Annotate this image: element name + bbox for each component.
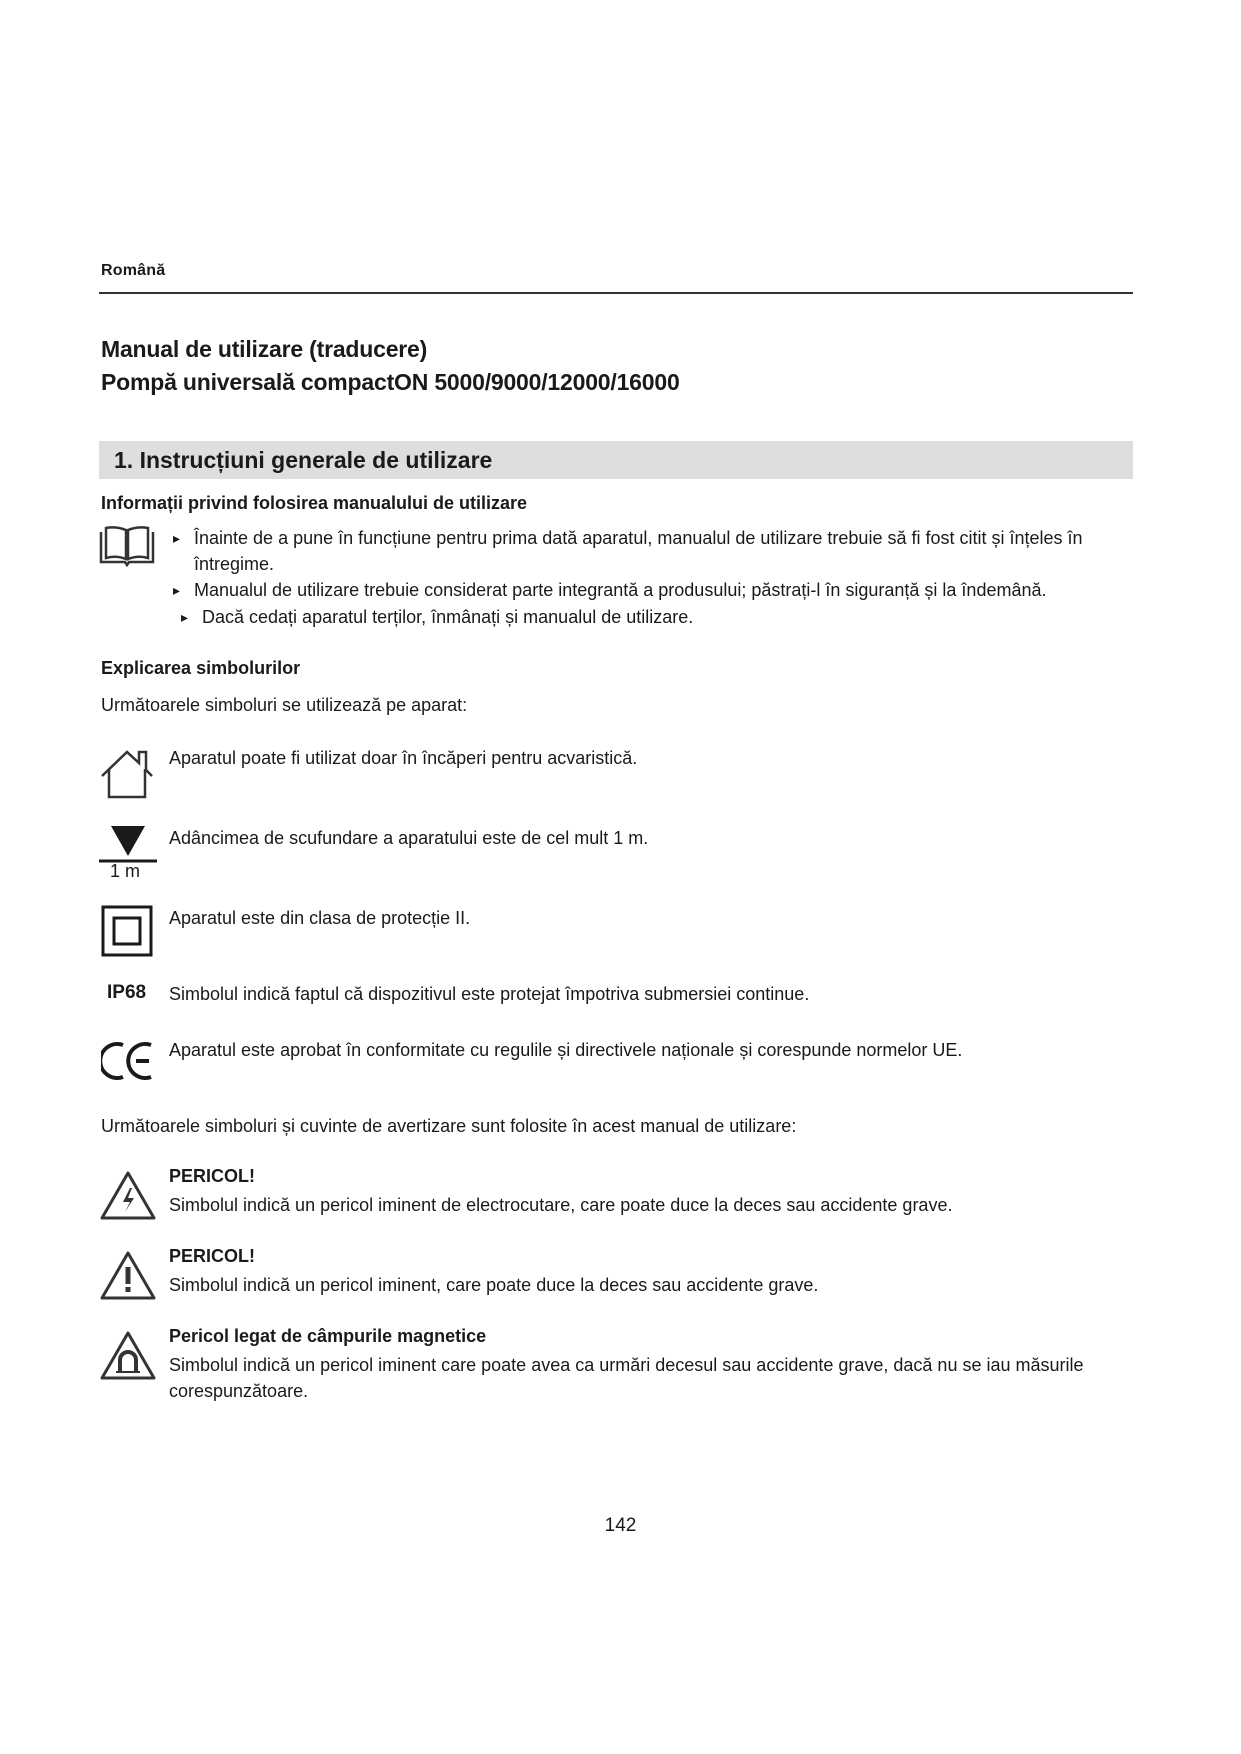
ce-mark-icon (101, 1040, 157, 1082)
manual-bullet-3: ▸ Dacă cedați aparatul terților, înmânați și manualul de utilizare. (202, 604, 693, 630)
warnings-intro: Următoarele simboluri și cuvinte de avertizare sunt folosite în acest manual de utilizare: (101, 1116, 797, 1136)
warning-3-text-cont: corespunzătoare. (169, 1381, 309, 1401)
section-heading: 1. Instrucțiuni generale de utilizare (114, 447, 493, 473)
page-number: 142 (604, 1515, 637, 1536)
language-label: Română (101, 262, 166, 279)
warning-2-title: PERICOL! (169, 1246, 256, 1266)
manual-bullet-1-cont: întregime. (194, 554, 275, 574)
general-warning-icon (99, 1250, 157, 1302)
manual-bullet-1: ▸ Înainte de a pune în funcțiune pentru prima dată aparatul, manualul de utilizare trebuie să fi fost citit și înțeles în (194, 525, 1083, 551)
ip68-code: IP68 (107, 982, 147, 1003)
document-title: Manual de utilizare (traducere) (101, 336, 428, 362)
ce-mark-text: Aparatul este aprobat în conformitate cu regulile și directivele naționale și corespunde normelor UE. (169, 1040, 963, 1060)
warning-1-text: Simbolul indică un pericol iminent de electrocutare, care poate duce la deces sau accidente grave. (169, 1195, 953, 1215)
warning-2-text: Simbolul indică un pericol iminent, care poate duce la deces sau accidente grave. (169, 1275, 819, 1295)
symbols-intro: Următoarele simboluri se utilizează pe aparat: (101, 695, 468, 715)
protection-class-ii-icon (101, 905, 153, 957)
indoor-use-text: Aparatul poate fi utilizat doar în încăperi pentru acvaristică. (169, 748, 638, 768)
protection-class-text: Aparatul este din clasa de protecție II. (169, 908, 471, 928)
indoor-use-icon (99, 748, 155, 800)
immersion-depth-text: Adâncimea de scufundare a aparatului este de cel mult 1 m. (169, 828, 649, 848)
warning-3-title: Pericol legat de câmpurile magnetice (169, 1326, 487, 1346)
header-divider (99, 292, 1133, 294)
magnetic-field-warning-icon (99, 1330, 157, 1382)
warning-3-text: Simbolul indică un pericol iminent care poate avea ca urmări decesul sau accidente grave, dacă nu se iau măsurile (169, 1355, 1084, 1375)
symbols-heading: Explicarea simbolurilor (101, 658, 301, 678)
manual-info-heading: Informații privind folosirea manualului de utilizare (101, 493, 528, 513)
electric-shock-warning-icon (99, 1170, 157, 1222)
document-subtitle: Pompă universală compactON 5000/9000/12000/16000 (101, 369, 680, 395)
section-heading-bar (99, 441, 1133, 479)
warning-1-title: PERICOL! (169, 1166, 256, 1186)
manual-bullet-2: ▸ Manualul de utilizare trebuie considerat parte integrantă a produsului; păstrați-l în siguranță și la îndemână. (194, 577, 1047, 603)
read-manual-icon (98, 526, 156, 568)
immersion-depth-label: 1 m (110, 861, 141, 881)
ip68-text: Simbolul indică faptul că dispozitivul este protejat împotriva submersiei continue. (169, 984, 810, 1004)
